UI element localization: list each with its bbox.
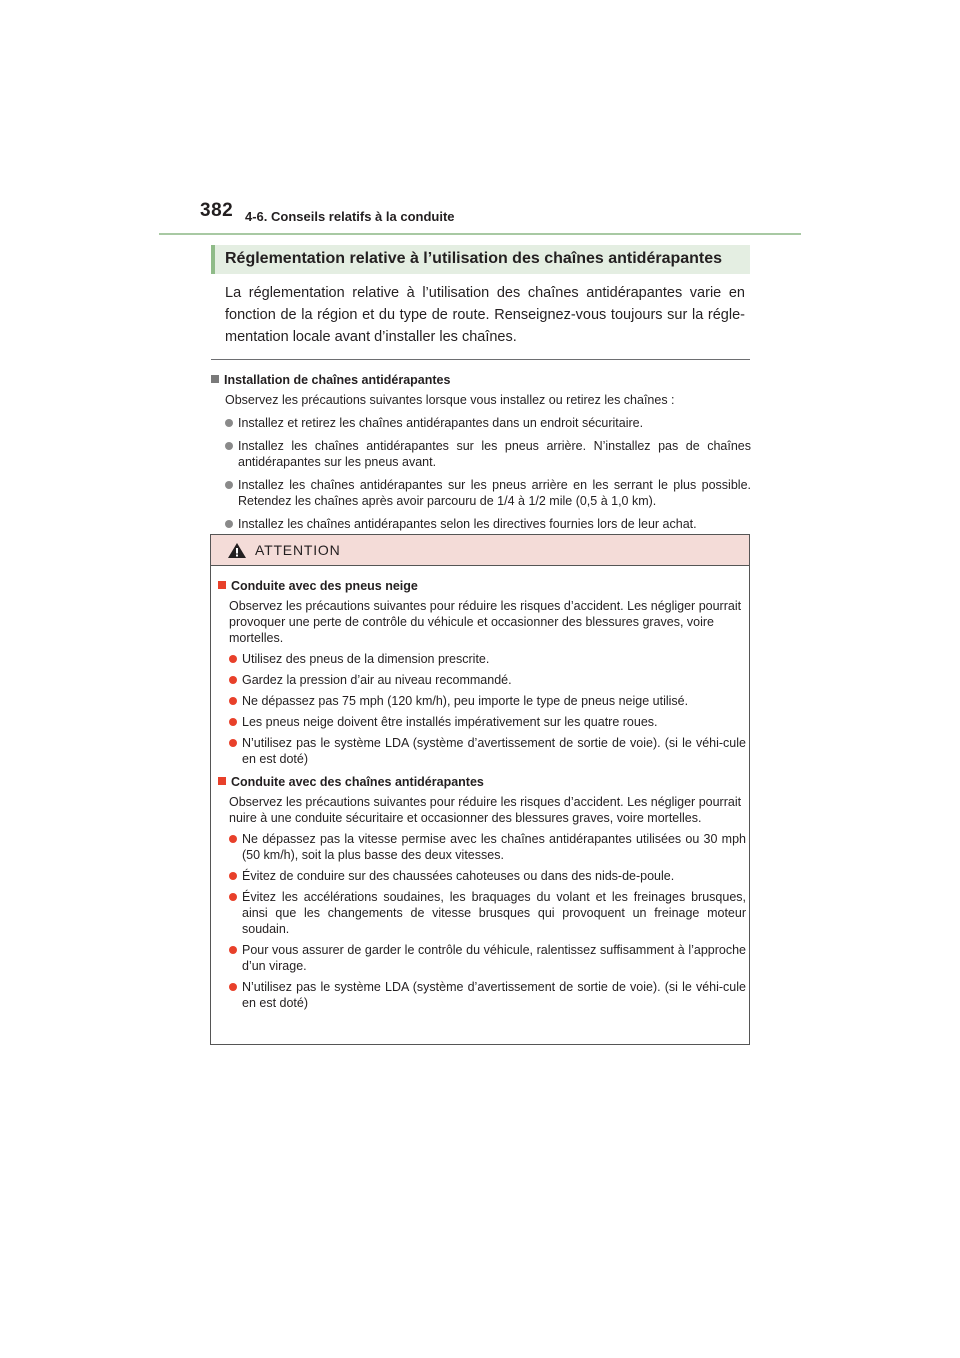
list-item [218,735,746,767]
bullet-dot-icon [225,520,233,528]
list-item [218,831,746,863]
intro-paragraph: La réglementation relative à l’utilisation des chaînes antidérapantes varie en fonction de la région et du type de route. Renseignez-vous toujours sur la régle-mentation locale avant d’installer les chaînes. [225,285,745,345]
list-item [218,942,746,974]
bullet-dot-icon [229,739,237,747]
bullet-dot-icon [225,442,233,450]
list-item [211,516,751,532]
list-item-text: Ne dépassez pas la vitesse permise avec les chaînes antidérapantes utilisées ou 30 mph (50 km/h), soit la plus basse des deux vitesses. [242,832,746,862]
attention-label: ATTENTION [255,542,341,558]
snow-tires-heading-text: Conduite avec des pneus neige [231,579,418,593]
attention-header [211,535,749,566]
section-title-bar [211,245,750,274]
list-item [211,415,751,431]
section-title: Réglementation relative à l’utilisation des chaînes antidérapantes [225,250,723,267]
bullet-dot-icon [229,893,237,901]
square-bullet-icon [211,375,219,383]
list-item-text: Pour vous assurer de garder le contrôle du véhicule, ralentissez suffisamment à l’approche d’un virage. [242,943,746,973]
list-item-text: Installez et retirez les chaînes antidérapantes dans un endroit sécuritaire. [238,416,644,430]
warning-triangle-icon [227,542,247,559]
list-item-text: N’utilisez pas le système LDA (système d’avertissement de sortie de voie). (si le véhi-cule en est doté) [242,736,746,766]
list-item-text: N’utilisez pas le système LDA (système d’avertissement de sortie de voie). (si le véhi-cule en est doté) [242,980,746,1010]
list-item [218,672,746,688]
list-item-text: Installez les chaînes antidérapantes sur les pneus arrière en les serrant le plus possible. Retendez les chaînes après avoir parcouru de 1/4 à 1/2 mile (0,5 à 1,0 km). [238,478,751,508]
bullet-dot-icon [225,481,233,489]
bullet-dot-icon [229,983,237,991]
list-item-text: Les pneus neige doivent être installés impérativement sur les quatre roues. [242,715,658,729]
bullet-dot-icon [229,946,237,954]
square-bullet-icon [218,777,226,785]
snow-tires-heading [218,578,746,594]
bullet-dot-icon [229,835,237,843]
list-item [211,438,751,470]
snow-chains-description: Observez les précautions suivantes pour réduire les risques d’accident. Les négliger pourrait nuire à une conduite sécuritaire et occasionner des blessures graves, voire mortelles. [229,795,742,825]
bullet-dot-icon [229,697,237,705]
attention-body [218,578,746,1011]
header-rule [159,233,801,235]
snow-chains-section [218,774,746,1011]
list-item-text: Installez les chaînes antidérapantes sur les pneus arrière. N’installez pas de chaînes antidérapantes sur les pneus avant. [238,439,751,469]
list-item [218,889,746,937]
bullet-dot-icon [229,676,237,684]
list-item-text: Gardez la pression d’air au niveau recommandé. [242,673,512,687]
square-bullet-icon [218,581,226,589]
snow-tires-section [218,578,746,767]
section-header: 4-6. Conseils relatifs à la conduite [245,209,455,224]
intro-rule [211,359,750,360]
list-item [218,868,746,884]
snow-tires-description: Observez les précautions suivantes pour réduire les risques d’accident. Les négliger pourrait provoquer une perte de contrôle du véhicule et occasionner des blessures graves, voire mortelles. [229,599,742,645]
snow-chains-heading [218,774,746,790]
list-item-text: Ne dépassez pas 75 mph (120 km/h), peu importe le type de pneus neige utilisé. [242,694,689,708]
installation-block [211,372,751,532]
list-item-text: Évitez de conduire sur des chaussées cahoteuses ou dans des nids-de-poule. [242,869,675,883]
snow-chains-heading-text: Conduite avec des chaînes antidérapantes [231,775,484,789]
bullet-dot-icon [229,718,237,726]
bullet-dot-icon [229,655,237,663]
list-item [218,714,746,730]
list-item [218,979,746,1011]
page-number: 382 [200,200,234,221]
list-item-text: Installez les chaînes antidérapantes selon les directives fournies lors de leur achat. [238,517,697,531]
list-item-text: Évitez les accélérations soudaines, les braquages du volant et les freinages brusques, ainsi que les changements de vitesse brusques qui provoquent un freinage moteur soudain. [242,890,746,936]
attention-box [210,534,750,1045]
list-item [218,693,746,709]
installation-description: Observez les précautions suivantes lorsque vous installez ou retirez les chaînes : [225,393,675,407]
list-item [211,477,751,509]
bullet-dot-icon [229,872,237,880]
list-item [218,651,746,667]
installation-heading [211,372,751,388]
list-item-text: Utilisez des pneus de la dimension prescrite. [242,652,490,666]
bullet-dot-icon [225,419,233,427]
installation-heading-text: Installation de chaînes antidérapantes [224,373,451,387]
